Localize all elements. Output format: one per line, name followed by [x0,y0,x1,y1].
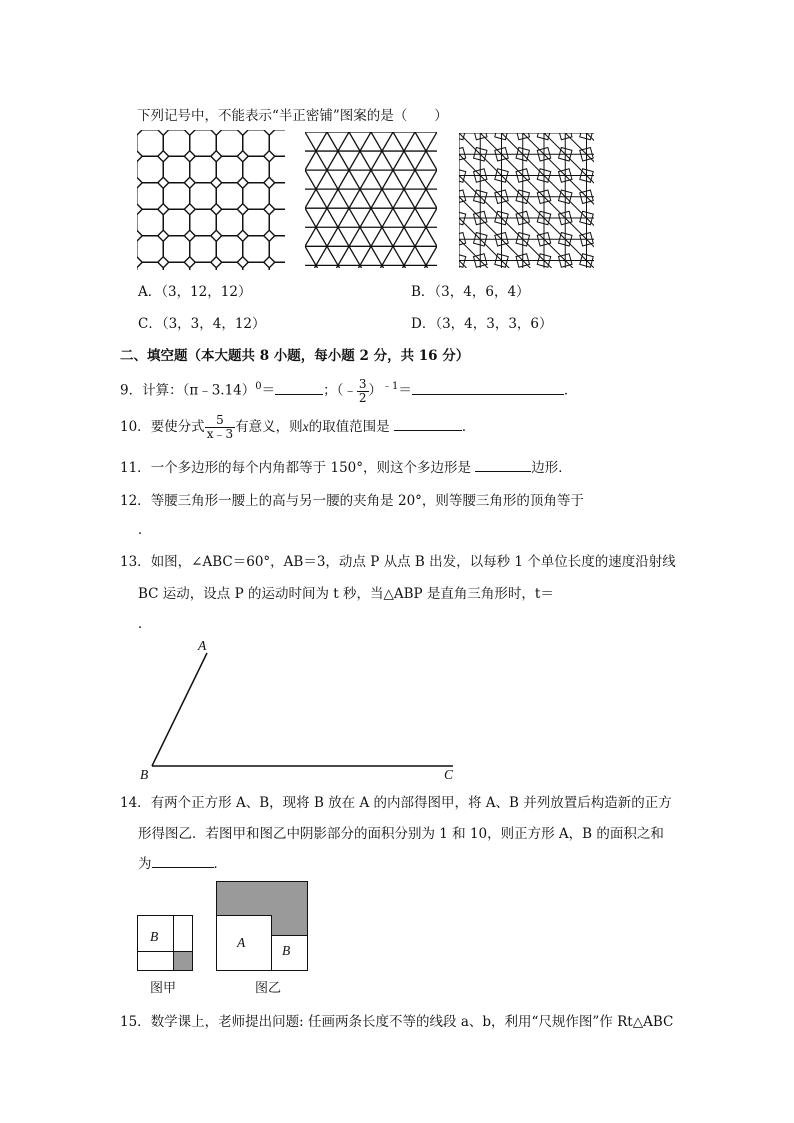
q8-option-c: C．（3，3，4，12） [138,316,266,332]
tile-square [601,296,614,309]
tile-square [622,126,635,139]
tile-square [644,254,657,267]
tile-octagon [269,289,296,316]
tile-octagon [110,289,137,316]
tile-line [565,154,586,175]
tile-square [580,296,593,309]
tile-line [502,112,523,133]
tile-square [644,148,657,161]
tile-octagon [163,130,190,157]
tile-line [650,154,671,175]
q10-fraction [205,414,235,441]
tile-line [502,218,523,239]
tile-line [459,261,480,282]
tile-line [544,218,565,239]
tile-line [587,154,608,175]
tile-line [565,218,586,239]
tile-line [523,112,544,133]
tile-square [559,296,572,309]
tile-line [587,133,608,154]
tile-octagon [216,156,243,183]
tile-line [650,282,671,303]
section-heading: 二、填空题（本大题共 8 小题，每小题 2 分，共 16 分） [120,348,470,364]
tile-octagon [243,209,270,236]
tile-line [544,239,565,260]
tile-square [559,318,572,331]
tile-octagon [269,209,296,236]
tile-octagon [110,262,137,289]
tile-square [622,296,635,309]
tile-line [629,303,650,324]
tile-square [644,211,657,224]
tile-line [358,132,437,268]
tile-square [580,318,593,331]
tile-square [559,275,572,288]
tile-line [565,133,586,154]
tile-line [459,197,480,218]
tile-line [502,239,523,260]
tile-octagon [110,103,137,130]
tile-line [587,282,608,303]
tile-line [629,261,650,282]
tile-square [601,105,614,118]
fig-yi-label-a: A [237,935,246,950]
tile-line [523,197,544,218]
tile-square [537,275,550,288]
q11-blank[interactable] [475,459,531,472]
q8-option-a: A．（3，12，12） [138,284,252,300]
tile-line [587,303,608,324]
tile-line [438,176,459,197]
tiling-square-triangle-figure [459,133,594,268]
tile-octagon [190,183,217,210]
point-b-label: B [140,767,149,782]
q14-line3-end: ． [213,856,227,872]
q14-line3-pre: 为 [138,856,152,872]
q14-text1: 有两个正方形 A、B，现将 B 放在 A 的内部得图甲，将 A、B 并列放置后构造新的正方 [150,795,672,811]
tile-line [480,261,501,282]
tile-octagon [137,209,164,236]
tile-octagon [163,156,190,183]
tile-line [544,154,565,175]
tile-line [459,154,480,175]
tile-line [587,261,608,282]
tile-octagon [216,209,243,236]
tile-square [601,211,614,224]
tile-line [292,132,371,268]
tile-line [608,197,629,218]
tile-line [480,112,501,133]
tile-square [601,148,614,161]
tile-octagon [190,130,217,157]
tile-octagon [243,130,270,157]
tile-line [650,176,671,197]
tile-line [629,324,650,345]
tile-line [523,239,544,260]
tile-octagon [110,183,137,210]
tile-octagon [190,209,217,236]
tile-square [644,126,657,139]
tile-line [650,261,671,282]
q10-number: 10． [120,419,151,435]
tile-octagon [269,236,296,263]
tile-line [565,303,586,324]
tile-line [438,197,459,218]
fig-jia-label-b: B [150,929,159,944]
tile-octagon [243,183,270,210]
tile-line [608,218,629,239]
q11-line [120,456,572,476]
tile-line [608,282,629,303]
tile-line [629,218,650,239]
tile-line [380,132,459,268]
q14-line2: 形得图乙．若图甲和图乙中阴影部分的面积分别为 1 和 10，则正方形 A，B 的面积之和 [138,826,664,842]
tile-square [644,275,657,288]
q8-option-b: B．（3，4，6，4） [411,284,530,300]
q9-close: ） [368,382,383,399]
q13-line2: BC 运动，设点 P 的运动时间为 t 秒，当△ABP 是直角三角形时，t＝ [138,586,554,602]
tile-line [650,197,671,218]
tile-octagon [216,183,243,210]
q10-var: x [302,419,309,434]
tile-square [622,148,635,161]
tile-square [622,169,635,182]
q15-number: 15． [120,1014,151,1030]
tile-line [523,176,544,197]
tile-square [537,105,550,118]
tile-square [516,105,529,118]
tile-line [305,132,384,268]
tile-line [459,133,480,154]
tile-square [622,318,635,331]
tile-square [452,105,465,118]
tile-octagon [163,209,190,236]
tile-line [480,176,501,197]
tile-square [622,254,635,267]
tile-line [459,112,480,133]
point-c-label: C [444,767,454,782]
tile-line [438,261,459,282]
tile-octagon [110,130,137,157]
q8-option-d: D．（3，4，3，3，6） [411,316,553,332]
tile-line [502,154,523,175]
q12-line2: ． [138,522,152,538]
tiling-octagon-square-figure [137,130,285,270]
tile-square [622,190,635,203]
tile-line [565,282,586,303]
tile-octagon [163,183,190,210]
q10-text-post: 的取值范围是 [308,419,390,435]
q9-line [120,373,577,405]
q9-eq2: ＝ [398,382,412,399]
tile-square [644,318,657,331]
tile-octagon [269,156,296,183]
tile-line [608,176,629,197]
tile-line [50,132,129,268]
tile-line [650,133,671,154]
figure-yi [216,881,308,971]
tile-line [608,133,629,154]
tile-line [587,176,608,197]
tile-octagon [137,130,164,157]
tile-line [587,324,608,345]
tile-line [650,303,671,324]
tile-line [565,176,586,197]
q13-number: 13． [120,554,151,570]
tile-square [580,275,593,288]
tile-line [480,133,501,154]
tile-square [644,190,657,203]
tile-line [608,261,629,282]
q9-fraction [357,378,369,405]
tile-line [502,261,523,282]
tile-line [438,133,459,154]
tile-line [608,154,629,175]
tile-line [314,132,393,268]
tile-line [459,176,480,197]
q10-text-mid: 有意义，则 [235,419,303,435]
tile-square [601,169,614,182]
tile-line [480,218,501,239]
tile-line [6,132,85,268]
tile-line [608,303,629,324]
figure-jia [137,915,193,971]
tile-square [644,169,657,182]
fig-yi-label-b: B [282,943,291,958]
tile-line [523,261,544,282]
q13-line3: ． [138,616,152,632]
tile-line [591,132,670,268]
tile-line [438,154,459,175]
q12-number: 12． [120,493,151,509]
q12-line [120,489,584,509]
tile-line [544,197,565,218]
tile-line [523,133,544,154]
q10-blank[interactable] [394,418,462,431]
tile-square [601,275,614,288]
q9-frac-den: 2 [358,390,367,405]
tiling-triangle-hexagon-figure [305,132,437,268]
tile-line [523,218,544,239]
tile-line [523,154,544,175]
tile-line [480,197,501,218]
tile-line [587,197,608,218]
tile-octagon [137,156,164,183]
q8-stem: 下列记号中，不能表示“半正密铺”图案的是（ ） [137,108,448,124]
q9-text-pre: 计算：（π﹣3.14） [142,382,256,399]
q14-line1 [120,791,672,811]
tile-line [544,176,565,197]
tile-octagon [216,130,243,157]
tile-octagon [296,289,323,316]
tile-octagon [110,236,137,263]
tile-line [336,132,415,268]
q10-frac-num: 5 [205,414,235,428]
q15-text: 数学课上，老师提出问题: 任画两条长度不等的线段 a、b，利用“尺规作图”作 Rt△ABC [150,1014,674,1030]
q9-blank-2[interactable] [412,382,564,395]
tile-line [650,324,671,345]
q10-end: ． [461,419,476,435]
tile-octagon [190,236,217,263]
tile-line [650,218,671,239]
tile-octagon [110,156,137,183]
tile-line [565,239,586,260]
q11-text-post: 边形． [531,460,572,476]
tile-line [629,197,650,218]
tile-square [474,105,487,118]
tile-line [587,239,608,260]
tile-line [371,132,450,268]
q14-line3 [138,852,227,872]
tile-line [608,324,629,345]
tile-line [565,112,586,133]
tile-line [480,154,501,175]
q13-line1 [120,550,676,570]
tile-square [495,105,508,118]
tile-line [459,239,480,260]
tile-octagon [137,183,164,210]
fig-jia-caption: 图甲 [150,981,177,996]
q9-blank-1[interactable] [275,382,323,395]
tile-square [644,296,657,309]
tile-square [622,211,635,224]
tile-square [644,233,657,246]
tile-line [608,112,629,133]
tile-square [559,105,572,118]
tile-line [459,218,480,239]
tile-octagon [137,236,164,263]
q9-exp0: 0 [255,381,262,392]
tile-square [601,318,614,331]
tile-line [650,239,671,260]
q13-text1: 如图，∠ABC＝60°，AB＝3，动点 P 从点 B 出发，以每秒 1 个单位长度的速度沿射线 [150,554,676,570]
q12-text: 等腰三角形一腰上的高与另一腰的夹角是 20°，则等腰三角形的顶角等于 [150,493,584,509]
tile-line [587,218,608,239]
q10-line [120,413,475,441]
tile-line [502,133,523,154]
tile-square [601,233,614,246]
tile-octagon [243,156,270,183]
tile-octagon [269,262,296,289]
tile-octagon [269,130,296,157]
tile-line [629,112,650,133]
tile-octagon [110,209,137,236]
q9-frac-num: 3 [358,376,367,391]
tile-square [601,190,614,203]
tile-line [349,132,428,268]
tile-line [480,239,501,260]
tile-line [629,282,650,303]
tile-octagon [243,236,270,263]
q9-eq1: ＝ [261,382,276,399]
tile-line [283,132,362,268]
q10-frac-den: x﹣3 [206,427,234,441]
tile-square [601,254,614,267]
tile-square [622,275,635,288]
tile-line [629,176,650,197]
tile-square [537,296,550,309]
tile-line [629,239,650,260]
tile-line [544,261,565,282]
fig-yi-caption: 图乙 [255,981,282,996]
q14-number: 14． [120,795,151,811]
q9-number: 9． [120,382,143,399]
tile-line [629,133,650,154]
tile-line [502,197,523,218]
segment-ba [152,653,207,766]
tile-line [502,176,523,197]
tile-line [565,324,586,345]
tile-line [565,197,586,218]
tile-octagon [190,156,217,183]
tile-line [28,132,107,268]
q9-end: ． [563,382,578,399]
q11-text-pre: 一个多边形的每个内角都等于 150°，则这个多边形是 [150,460,471,476]
q14-blank[interactable] [152,855,214,868]
q9-sep: ；（ [323,382,344,399]
q9-exp1: ﹣1 [382,381,399,392]
tile-line [544,282,565,303]
tile-line [438,239,459,260]
angle-abc-figure [135,635,465,780]
tile-square [580,105,593,118]
tile-line [608,239,629,260]
tile-square [622,105,635,118]
tile-line [650,112,671,133]
tile-line [587,112,608,133]
tile-line [544,112,565,133]
tile-square [622,233,635,246]
q9-minus: ﹣ [343,382,357,399]
tile-line [544,133,565,154]
tile-octagon [163,236,190,263]
tile-line [438,218,459,239]
tile-line [629,154,650,175]
q15-line [120,1010,673,1030]
tile-octagon [269,183,296,210]
q10-text-pre: 要使分式 [150,419,205,435]
tile-square [644,105,657,118]
tile-square [601,126,614,139]
shaded-region-jia [174,952,193,971]
point-a-label: A [198,638,207,653]
q11-number: 11． [120,460,151,476]
tile-line [565,261,586,282]
tile-octagon [216,236,243,263]
tile-line [327,132,406,268]
